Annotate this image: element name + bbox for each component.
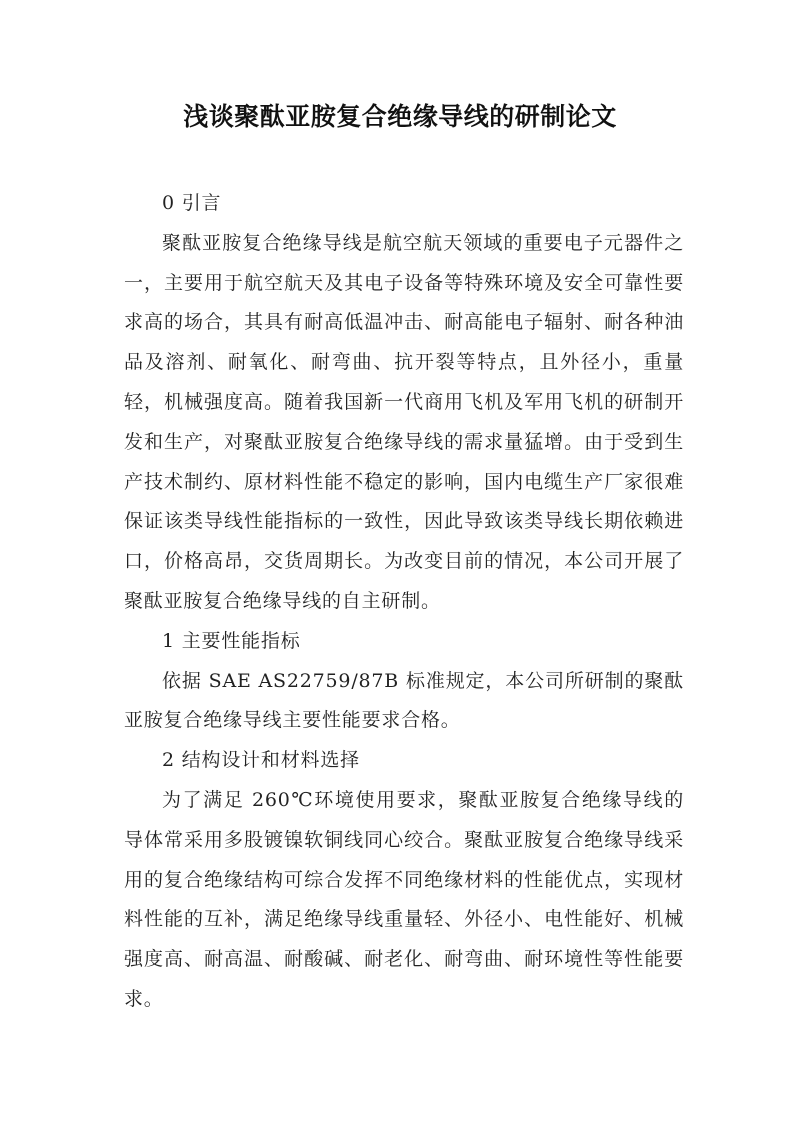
section-heading-performance: 1 主要性能指标 <box>162 629 301 652</box>
document-title: 浅谈聚酞亚胺复合绝缘导线的研制论文 <box>183 102 617 131</box>
body-paragraph: 聚酞亚胺复合绝缘导线是航空航天领域的重要电子元器件之一，主要用于航空航天及其电子设备等特殊环境及安全可靠性要求高的场合，其具有耐高低温冲击、耐高能电子辐射、耐各种油品及溶剂、耐氧化、耐弯曲、抗开裂等特点，且外径小，重量轻，机械强度高。随着我国新一代商用飞机及军用飞机的研制开发和生产，对聚酞亚胺复合绝缘导线的需求量猛增。由于受到生产技术制约、原材料性能不稳定的影响，国内电缆生产厂家很难保证该类导线性能指标的一致性，因此导致该类导线长期依赖进口，价格高昂，交货周期长。为改变目前的情况，本公司开展了聚酞亚胺复合绝缘导线的自主研制。 <box>124 231 684 612</box>
section-heading-structure: 2 结构设计和材料选择 <box>162 749 360 772</box>
body-paragraph: 依据 SAE AS22759/87B 标准规定，本公司所研制的聚酞亚胺复合绝缘导线主要性能要求合格。 <box>124 669 684 732</box>
section-heading-introduction: 0 引言 <box>162 192 222 214</box>
body-paragraph: 为了满足 260℃环境使用要求，聚酞亚胺复合绝缘导线的导体常采用多股镀镍软铜线同心绞合。聚酞亚胺复合绝缘导线采用的复合绝缘结构可综合发挥不同绝缘材料的性能优点，实现材料性能的互补，满足绝缘导线重量轻、外径小、电性能好、机械强度高、耐高温、耐酸碱、耐老化、耐弯曲、耐环境性等性能要求。 <box>124 788 684 1010</box>
document-body <box>124 184 684 1020</box>
